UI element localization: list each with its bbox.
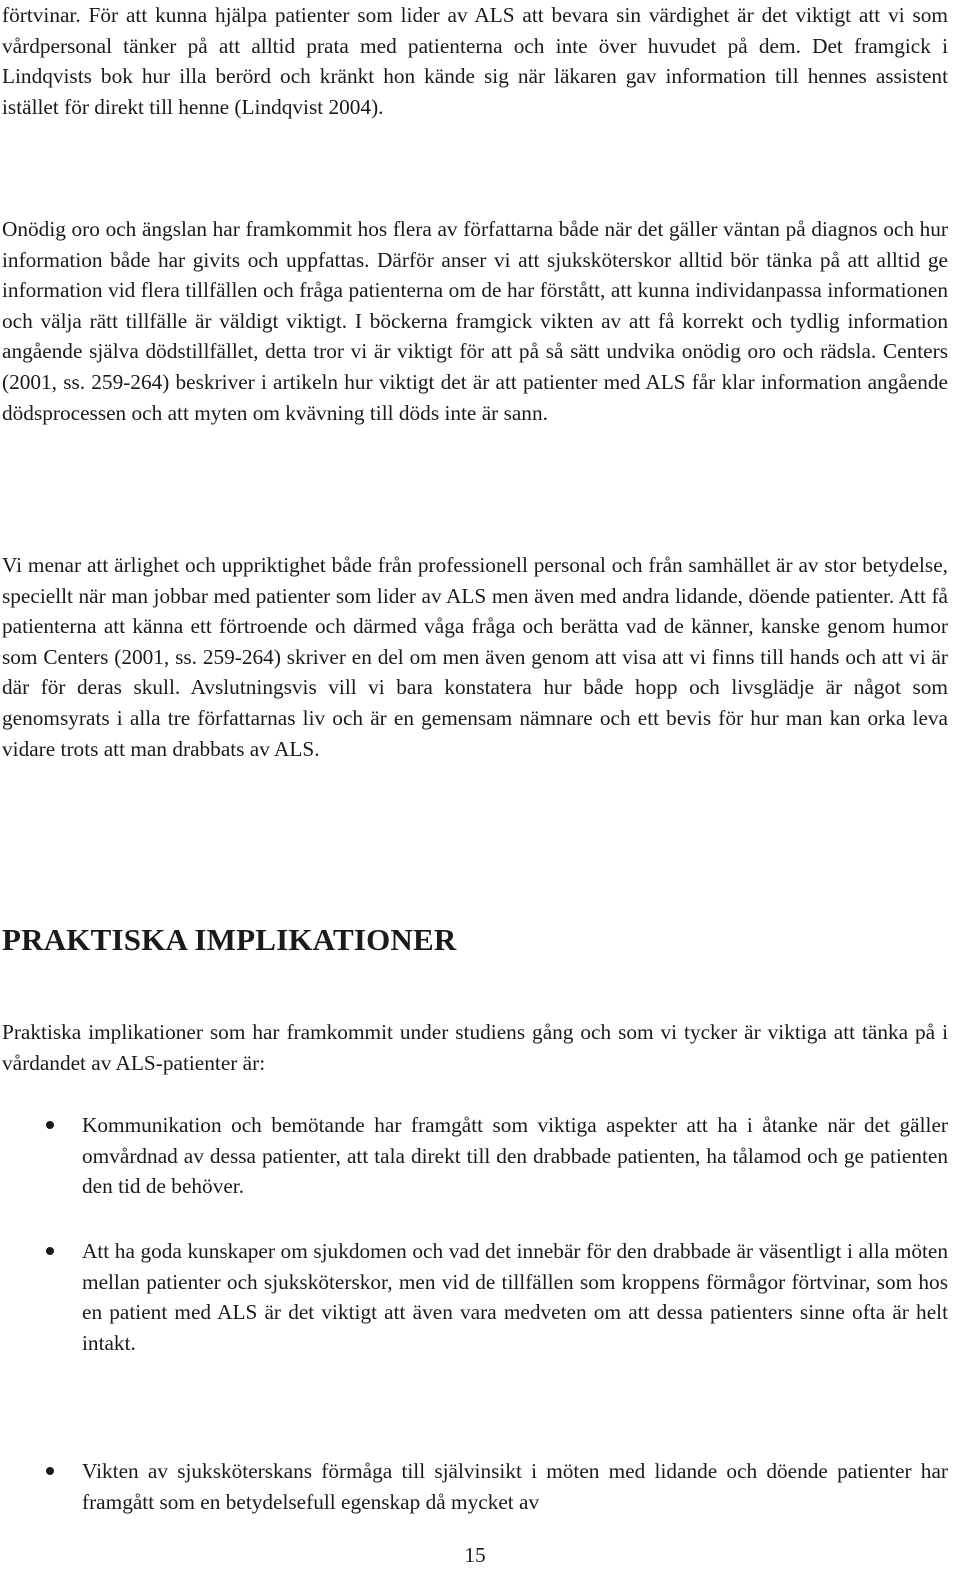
section-heading: PRAKTISKA IMPLIKATIONER: [2, 922, 457, 957]
bullet-icon: [46, 1121, 54, 1129]
body-paragraph-2: Onödig oro och ängslan har framkommit hos flera av författarna både när det gäller väntan på diagnos och hur information både har givits och uppfattas. Därför anser vi att sjuksköterskor alltid bör tänka på att alltid ge information vid flera tillfällen och fråga patienterna om de har förstått, att kunna individanpassa informationen och välja rätt tillfälle är väldigt viktigt. I böckerna framgick vikten av att få korrekt och tydlig information angående själva dödstillfället, detta tror vi är viktigt för att på så sätt undvika onödig oro och rädsla. Centers (2001, ss. 259-264) beskriver i artikeln hur viktigt det är att patienter med ALS får klar information angående dödsprocessen och att myten om kvävning till döds inte är sann.: [2, 217, 948, 425]
list-item-text: Att ha goda kunskaper om sjukdomen och vad det innebär för den drabbade är väsentligt i alla möten mellan patienter och sjuksköterskor, men vid de tillfällen som kroppens förmågor förtvinar, som hos en patient med ALS är det viktigt att även vara medveten om att dessa patienters sinne ofta är helt intakt.: [82, 1239, 948, 1355]
page-number: 15: [464, 1543, 486, 1567]
body-paragraph-1: förtvinar. För att kunna hjälpa patienter som lider av ALS att bevara sin värdighet är det viktigt att vi som vårdpersonal tänker på att alltid prata med patienterna och inte över huvudet på dem. Det framgick i Lindqvists bok hur illa berörd och kränkt hon kände sig när läkaren gav information till hennes assistent istället för direkt till henne (Lindqvist 2004).: [2, 3, 948, 119]
list-item-text: Kommunikation och bemötande har framgått som viktiga aspekter att ha i åtanke när det gäller omvårdnad av dessa patienter, att tala direkt till den drabbade patienten, ha tålamod och ge patienten den tid de behöver.: [82, 1113, 948, 1199]
bullet-icon: [46, 1247, 54, 1255]
bullet-icon: [46, 1467, 54, 1475]
list-item-text: Vikten av sjuksköterskans förmåga till självinsikt i möten med lidande och döende patienter har framgått som en betydelsefull egenskap då mycket av: [82, 1459, 948, 1514]
intro-paragraph: Praktiska implikationer som har framkommit under studiens gång och som vi tycker är viktiga att tänka på i vårdandet av ALS-patienter är:: [2, 1020, 948, 1075]
body-paragraph-3: Vi menar att ärlighet och uppriktighet både från professionell personal och från samhället är av stor betydelse, speciellt när man jobbar med patienter som lider av ALS men även med andra lidande, döende patienter. Att få patienterna att känna ett förtroende och därmed våga fråga och berätta vad de känner, kanske genom humor som Centers (2001, ss. 259-264) skriver en del om men även genom att visa att vi finns till hands och att vi är där för deras skull. Avslutningsvis vill vi bara konstatera hur både hopp och livsglädje är något som genomsyrats i alla tre författarnas liv och är en gemensam nämnare och ett bevis för hur man kan orka leva vidare trots att man drabbats av ALS.: [2, 553, 948, 761]
